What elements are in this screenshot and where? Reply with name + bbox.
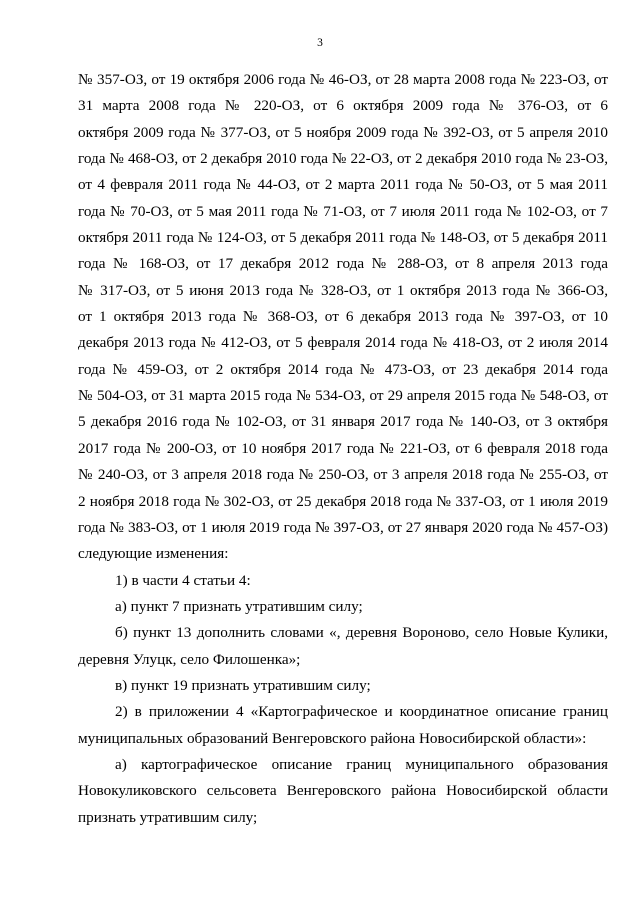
text-line: б) пункт 13 дополнить словами «, деревня Вороново, село Новые Кулики,: [115, 624, 608, 642]
text-line: октября 2011 года № 124-ОЗ, от 5 декабря 2011 года № 148-ОЗ, от 5 декабря 2011: [78, 229, 608, 247]
text-line: признать утратившим силу;: [78, 808, 258, 826]
text-line: муниципальных образований Венгеровского района Новосибирской области»:: [78, 729, 587, 747]
text-line: года № 383-ОЗ, от 1 июля 2019 года № 397-ОЗ, от 27 января 2020 года № 457-ОЗ): [78, 518, 608, 536]
text-line: 5 декабря 2016 года № 102-ОЗ, от 31 января 2017 года № 140-ОЗ, от 3 октября: [78, 413, 608, 431]
text-line: декабря 2013 года № 412-ОЗ, от 5 февраля 2014 года № 418-ОЗ, от 2 июля 2014: [78, 334, 608, 352]
text-line: года № 70-ОЗ, от 5 мая 2011 года № 71-ОЗ, от 7 июля 2011 года № 102-ОЗ, от 7: [78, 202, 608, 220]
text-line: а) пункт 7 признать утратившим силу;: [115, 597, 363, 615]
text-line: 1) в части 4 статьи 4:: [115, 571, 251, 589]
text-line: 31 марта 2008 года № 220-ОЗ, от 6 октября 2009 года № 376-ОЗ, от 6: [78, 97, 608, 115]
text-line: года № 168-ОЗ, от 17 декабря 2012 года № 288-ОЗ, от 8 апреля 2013 года: [78, 255, 608, 273]
text-line: года № 468-ОЗ, от 2 декабря 2010 года № 22-ОЗ, от 2 декабря 2010 года № 23-ОЗ,: [78, 150, 608, 168]
text-line: октября 2009 года № 377-ОЗ, от 5 ноября 2009 года № 392-ОЗ, от 5 апреля 2010: [78, 123, 608, 141]
text-line: деревня Улуцк, село Филошенка»;: [78, 650, 301, 668]
text-line: № 504-ОЗ, от 31 марта 2015 года № 534-ОЗ, от 29 апреля 2015 года № 548-ОЗ, от: [78, 387, 608, 405]
text-line: а) картографическое описание границ муниципального образования: [115, 755, 608, 773]
text-line: Новокуликовского сельсовета Венгеровского района Новосибирской области: [78, 782, 608, 800]
page-number: 3: [317, 37, 323, 49]
text-line: 2) в приложении 4 «Картографическое и координатное описание границ: [115, 703, 608, 721]
text-line: следующие изменения:: [78, 545, 229, 563]
text-line: 2017 года № 200-ОЗ, от 10 ноября 2017 года № 221-ОЗ, от 6 февраля 2018 года: [78, 439, 608, 457]
text-line: от 4 февраля 2011 года № 44-ОЗ, от 2 марта 2011 года № 50-ОЗ, от 5 мая 2011: [78, 176, 608, 194]
text-line: № 357-ОЗ, от 19 октября 2006 года № 46-ОЗ, от 28 марта 2008 года № 223-ОЗ, от: [78, 71, 608, 88]
text-line: в) пункт 19 признать утратившим силу;: [115, 676, 371, 694]
body-text: [78, 67, 608, 831]
text-line: года № 459-ОЗ, от 2 октября 2014 года № 473-ОЗ, от 23 декабря 2014 года: [78, 360, 608, 378]
text-line: № 240-ОЗ, от 3 апреля 2018 года № 250-ОЗ, от 3 апреля 2018 года № 255-ОЗ, от: [78, 466, 608, 484]
text-line: № 317-ОЗ, от 5 июня 2013 года № 328-ОЗ, от 1 октября 2013 года № 366-ОЗ,: [78, 281, 608, 299]
text-line: от 1 октября 2013 года № 368-ОЗ, от 6 декабря 2013 года № 397-ОЗ, от 10: [78, 308, 608, 326]
text-line: 2 ноября 2018 года № 302-ОЗ, от 25 декабря 2018 года № 337-ОЗ, от 1 июля 2019: [78, 492, 608, 510]
